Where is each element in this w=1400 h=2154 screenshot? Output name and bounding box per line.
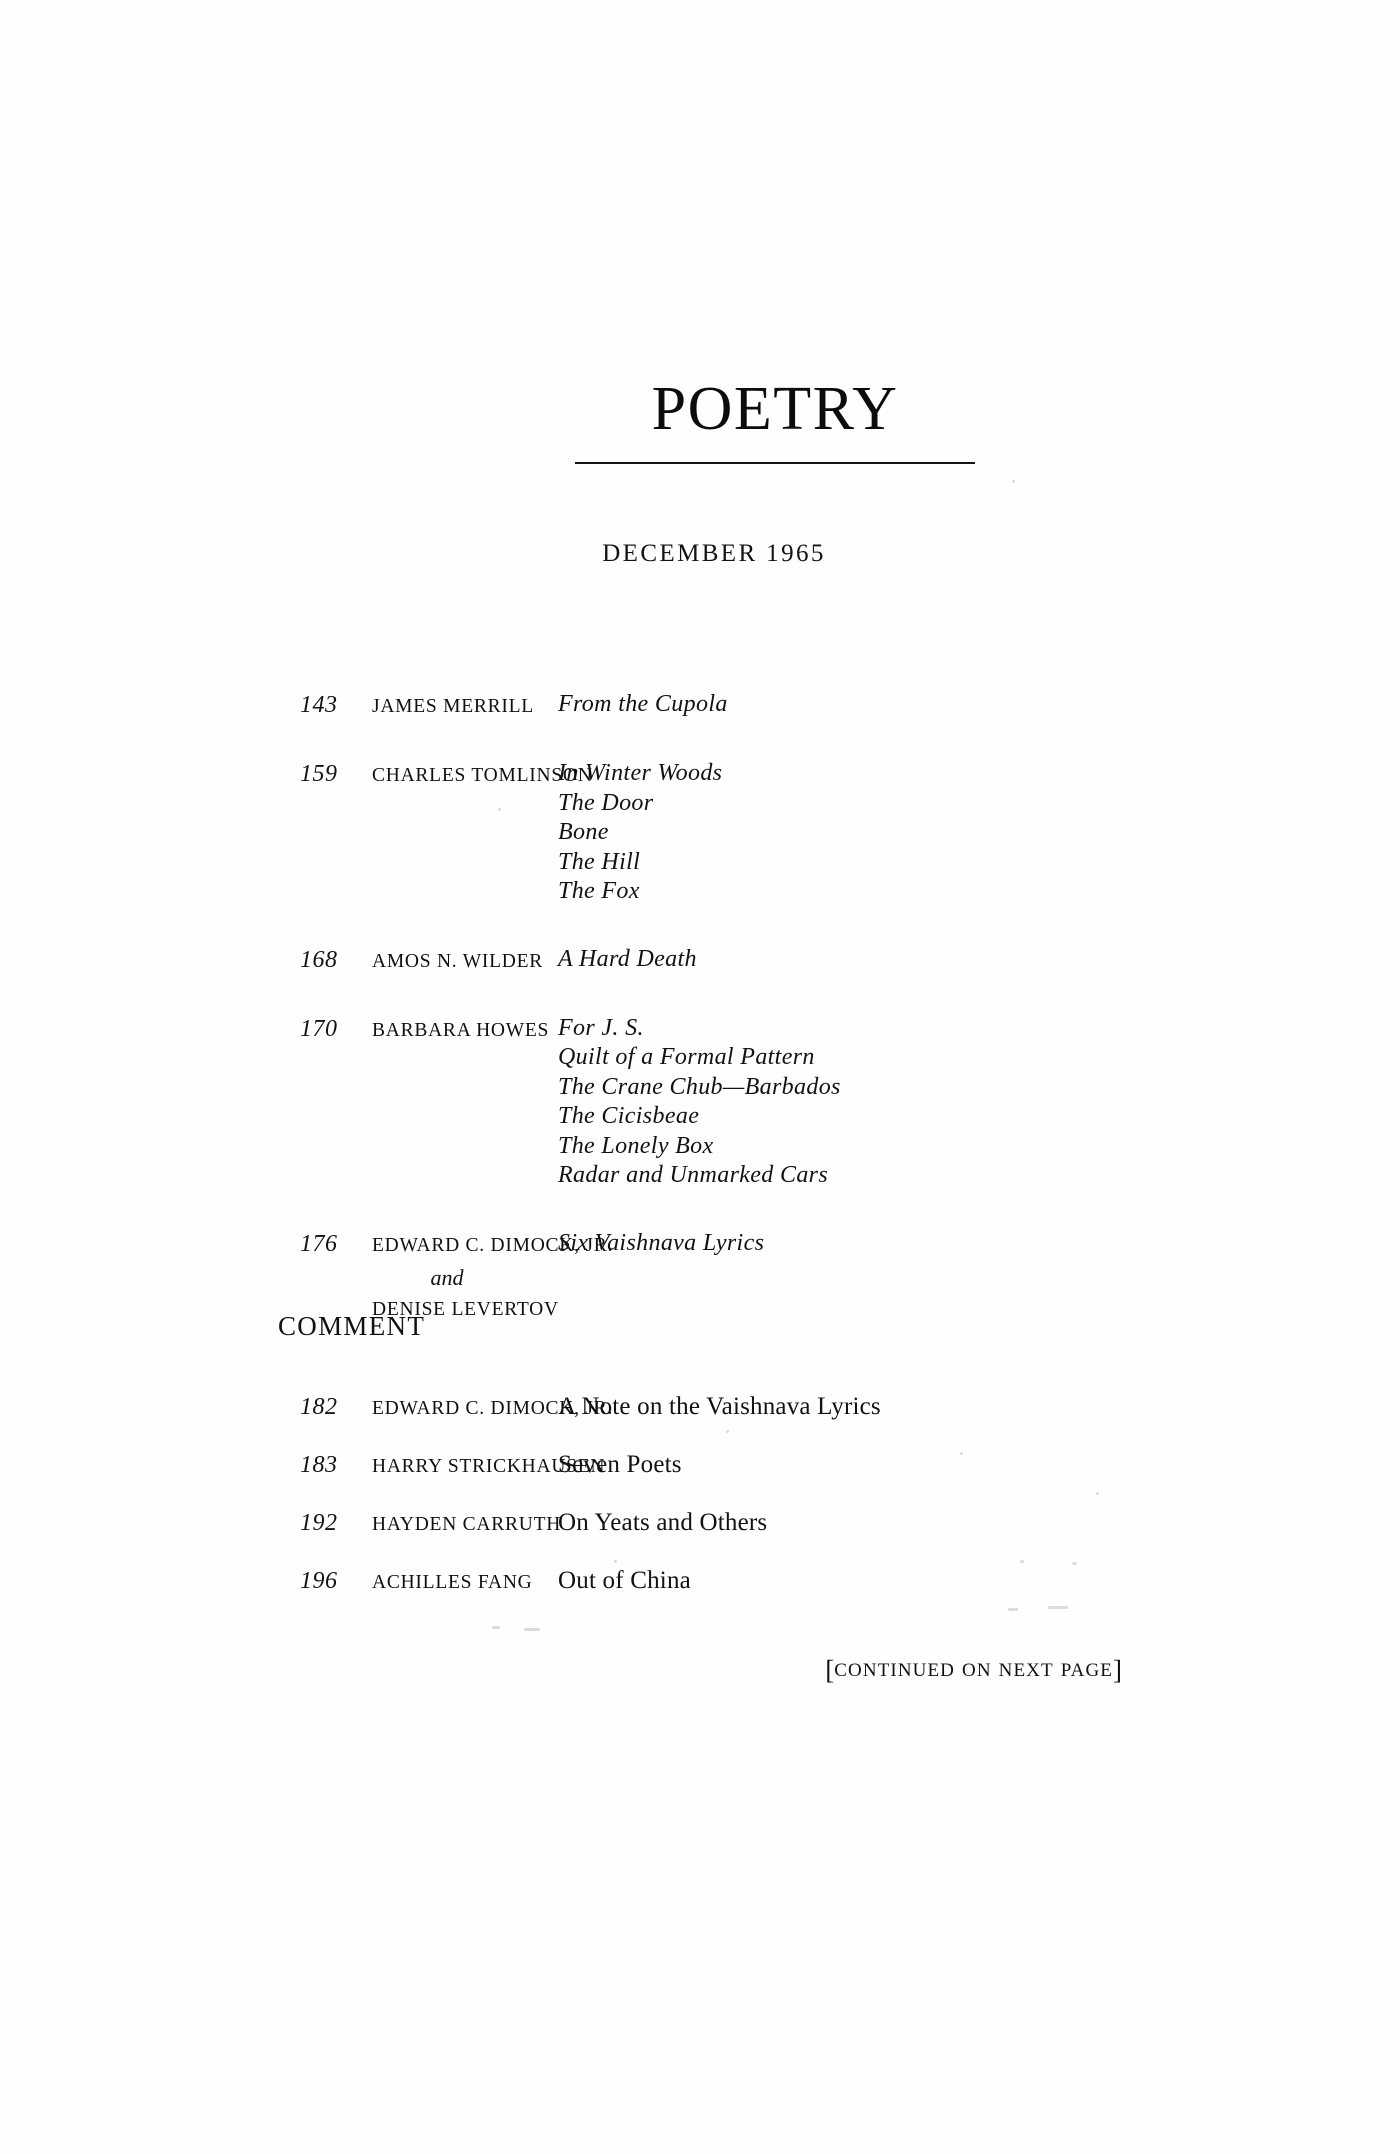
- entry-author-name: EDWARD C. DIMOCK, JR.: [372, 1234, 614, 1256]
- entry-title[interactable]: A Note on the Vaishnava Lyrics: [558, 1393, 881, 1420]
- author-conjunction: and: [430, 1264, 464, 1290]
- continued-word: ON: [962, 1660, 992, 1681]
- continued-word: PAGE: [1060, 1660, 1113, 1681]
- entry-title-block: [558, 690, 1080, 720]
- comment-section-heading: COMMENT: [278, 1311, 426, 1341]
- continued-word: CONTINUED: [834, 1660, 955, 1681]
- entry-title[interactable]: The Lonely Box: [558, 1132, 714, 1159]
- open-bracket: [: [825, 1655, 835, 1685]
- entry-title-block: [558, 1450, 1100, 1480]
- entry-title[interactable]: Quilt of a Formal Pattern: [558, 1044, 815, 1070]
- entry-title[interactable]: In Winter Woods: [558, 760, 723, 786]
- scan-speck: [1012, 480, 1015, 483]
- entry-title-block: [558, 1392, 1100, 1422]
- entry-author-name: JAMES MERRILL: [372, 696, 534, 717]
- entry-title[interactable]: Six Vaishnava Lyrics: [558, 1229, 765, 1256]
- comment-contents-list: [300, 1392, 1100, 1624]
- masthead-rule: [575, 462, 975, 464]
- entry-title[interactable]: Seven Poets: [558, 1451, 682, 1478]
- entry-page-number: 183: [300, 1452, 338, 1478]
- entry-author-name: AMOS N. WILDER: [372, 950, 544, 972]
- entry-author-name: BARBARA HOWES: [372, 1019, 550, 1041]
- continued-note-text: [825, 1655, 1122, 1685]
- issue-date: DECEMBER 1965: [602, 540, 826, 567]
- entry-author-name: DENISE LEVERTOV: [372, 1298, 559, 1320]
- entry-author-block: [372, 1508, 562, 1539]
- entry-title-block: [558, 1014, 1080, 1191]
- entry-title[interactable]: On Yeats and Others: [558, 1509, 768, 1536]
- contents-entry[interactable]: [300, 1014, 1080, 1191]
- contents-list: [300, 690, 1080, 1362]
- entry-page-number: 143: [300, 692, 338, 718]
- entry-page-number: 196: [300, 1568, 338, 1594]
- entry-author-block: [372, 759, 593, 790]
- contents-entry[interactable]: [300, 1229, 1080, 1324]
- entry-title[interactable]: A Hard Death: [558, 945, 697, 972]
- entry-author-block: [372, 1014, 558, 1045]
- scan-speck: [524, 1628, 540, 1631]
- entry-title-block: [558, 1229, 1080, 1259]
- contents-entry[interactable]: [300, 1450, 1100, 1481]
- entry-title[interactable]: From the Cupola: [558, 691, 728, 717]
- entry-author-name: HARRY STRICKHAUSEN: [372, 1456, 606, 1477]
- entry-title[interactable]: Out of China: [558, 1567, 691, 1594]
- entry-title[interactable]: The Hill: [558, 848, 641, 875]
- entry-author-block: [372, 690, 558, 721]
- entry-author-block: [372, 1229, 614, 1324]
- entry-title[interactable]: Bone: [558, 819, 609, 845]
- entry-author-name: EDWARD C. DIMOCK, JR.: [372, 1398, 614, 1419]
- scan-speck: [492, 1626, 500, 1629]
- entry-title-block: [558, 759, 1080, 907]
- entry-title[interactable]: Radar and Unmarked Cars: [558, 1162, 829, 1188]
- contents-entry[interactable]: [300, 759, 1080, 907]
- entry-page-number: 159: [300, 761, 338, 787]
- journal-title: POETRY: [651, 375, 899, 443]
- contents-entry[interactable]: [300, 1508, 1100, 1539]
- continued-words: [834, 1660, 1113, 1681]
- entry-author-name: HAYDEN CARRUTH: [372, 1514, 562, 1535]
- entry-title-block: [558, 1508, 1100, 1538]
- entry-author-block: [372, 1450, 606, 1481]
- entry-page-number: 182: [300, 1394, 338, 1420]
- entry-title[interactable]: The Fox: [558, 878, 640, 904]
- masthead: [0, 375, 1400, 464]
- entry-title-block: [558, 945, 1080, 975]
- entry-author-block: [372, 1566, 558, 1597]
- entry-title[interactable]: For J. S.: [558, 1014, 644, 1041]
- entry-page-number: 192: [300, 1510, 338, 1536]
- entry-page-number: 176: [300, 1230, 338, 1257]
- contents-entry[interactable]: [300, 1392, 1100, 1423]
- issue-date-line: [0, 540, 1400, 568]
- entry-page-number: 168: [300, 946, 338, 973]
- contents-entry[interactable]: [300, 1566, 1100, 1597]
- entry-title[interactable]: The Door: [558, 789, 654, 816]
- continued-note: [0, 1655, 1400, 1685]
- close-bracket: ]: [1113, 1655, 1122, 1685]
- entry-author-block: [372, 1392, 614, 1423]
- entry-author-block: [372, 945, 558, 976]
- contents-entry[interactable]: [300, 690, 1080, 721]
- entry-title-block: [558, 1566, 1100, 1596]
- contents-entry[interactable]: [300, 945, 1080, 976]
- masthead-inner: [575, 375, 975, 464]
- entry-author-name: ACHILLES FANG: [372, 1572, 533, 1593]
- entry-page-number: 170: [300, 1015, 338, 1042]
- entry-title[interactable]: The Cicisbeae: [558, 1103, 700, 1129]
- continued-word: NEXT: [998, 1660, 1054, 1681]
- entry-title[interactable]: The Crane Chub—Barbados: [558, 1073, 841, 1100]
- entry-author-name: CHARLES TOMLINSON: [372, 765, 593, 786]
